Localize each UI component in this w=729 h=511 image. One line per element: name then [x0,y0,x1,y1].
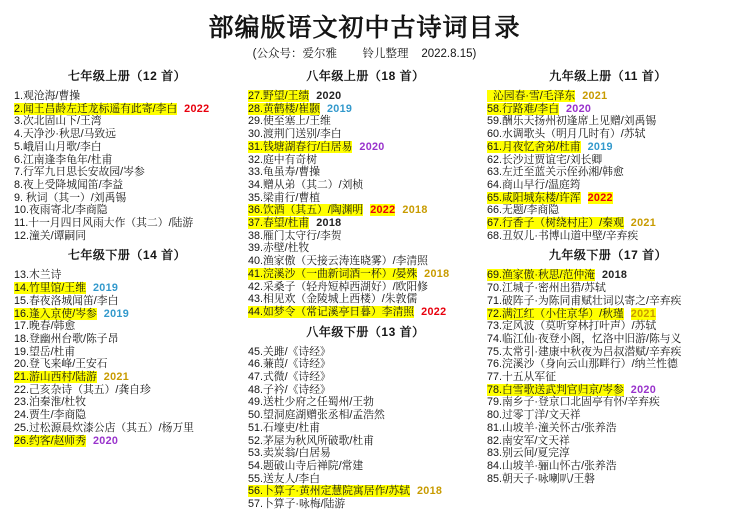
poem-title-text: 26.约客/赵师秀 [14,434,86,447]
exam-year-badge: 2022 [184,102,210,115]
poem-title-text: 14.竹里馆/王维 [14,282,86,295]
poem-title-text: 28.黄鹤楼/崔颢 [248,102,320,115]
list-item [487,409,729,422]
list-item [248,473,483,486]
list-item [248,192,483,205]
toc-column [483,63,729,511]
poem-title-text: 59.酬乐天扬州初逢席上见赠/刘禹锡 [487,115,657,128]
poem-title-text: 82.南安军/文天祥 [487,434,570,447]
list-item [248,409,483,422]
poem-title-text: 66.无题/李商隐 [487,204,559,217]
poem-title-text: 31.钱塘湖春行/白居易 [248,140,353,153]
list-item [14,115,240,128]
exam-year-badge: 2019 [587,140,613,153]
exam-year-badge: 2022 [370,204,396,217]
list-item [14,128,240,141]
exam-year-badge: 2020 [566,102,592,115]
list-item [14,230,240,243]
poem-title-text: 56.卜算子·黄州定慧院寓居作/苏轼 [248,485,410,498]
poem-title-text: 16.逢入京使/岑参 [14,307,97,320]
exam-year-badge: 2018 [601,269,628,282]
poem-title-text: 67.行香子（树绕村庄）/秦观 [487,217,624,230]
list-item [248,204,483,217]
list-item [14,409,240,422]
poem-title-text: 18.登幽州台歌/陈子昂 [14,332,119,345]
poem-title-text: 22.己亥杂诗（其五）/龚自珍 [14,383,151,396]
section-header: 八年级上册（18 首） [306,69,425,83]
poem-title-text: 63.左迁至蓝关示侄孙湘/韩愈 [487,166,624,179]
exam-year-badge: 2019 [103,307,130,320]
poem-title-text: 78.白雪歌送武判官归京/岑参 [487,383,624,396]
list-item [14,422,240,435]
poem-title-text: 5.峨眉山月歌/李白 [14,140,102,153]
list-item [487,422,729,435]
poem-title-text: 48.子衿/《诗经》 [248,383,331,396]
toc-column [0,63,240,511]
poem-title-text: 33.龟虽寿/曹操 [248,166,320,179]
list-item [487,358,729,371]
exam-year-badge: 2022 [421,305,447,318]
list-item [14,179,240,192]
poem-title-text: 38.雁门太守行/李贺 [248,229,342,242]
toc-column [240,63,483,511]
poem-title-text: 71.破阵子·为陈同甫赋壮词以寄之/辛弃疾 [487,294,682,307]
poem-title-text: 68.丑奴儿·书博山道中壁/辛弃疾 [487,229,639,242]
list-item [487,103,729,116]
poem-title-text: 19.望岳/杜甫 [14,345,76,358]
poem-title-text: 6.江南逢李龟年/杜甫 [14,153,113,166]
list-item [14,295,240,308]
poem-title-text: 49.送杜少府之任蜀州/王勃 [248,396,374,409]
poem-title-text: 27.野望/王绩 [248,90,310,102]
list-item [14,282,240,295]
list-item [248,268,483,281]
poem-title-text: 85.朝天子·咏喇叭/王磐 [487,472,595,485]
list-item [14,435,240,448]
poem-title-text: 10.夜雨寄北/李商隐 [14,204,108,217]
poem-title-text: 54.题破山寺后禅院/常建 [248,459,364,472]
list-item [14,320,240,333]
list-item [14,166,240,179]
poem-title-text: 72.满江红（小住京华）/秋瑾 [487,307,624,320]
poem-title-text: 84.山坡羊·骊山怀古/张养浩 [487,459,617,472]
poem-title-text: 2.闻王昌龄左迁龙标遥有此寄/李白 [14,102,178,115]
poem-title-text: 57.卜算子·咏梅/陆游 [248,498,346,511]
list-item [248,115,483,128]
list-item [487,204,729,217]
list-item [248,217,483,230]
poem-title-text: 1.观沧海/曹操 [14,90,80,102]
list-item [487,115,729,128]
list-item [14,217,240,230]
exam-year-badge: 2021 [103,371,130,384]
list-item [487,179,729,192]
list-item [14,384,240,397]
poem-title-text: 40.渔家傲（天接云涛连晓雾）/李清照 [248,255,428,268]
poem-title-text: 11.十一月四日风雨大作（其二）/陆游 [14,217,194,230]
poem-title-text: 51.石壕吏/杜甫 [248,421,320,434]
poem-title-text: 52.茅屋为秋风所破歌/杜甫 [248,434,374,447]
exam-year-badge: 2021 [630,307,657,320]
list-item [487,128,729,141]
poem-title-text: 8.夜上受降城闻笛/李益 [14,178,124,191]
poem-title-text: 42.采桑子（轻舟短棹西湖好）/欧阳修 [248,280,428,293]
poem-title-text: 41.浣溪沙（一曲新词酒一杯）/晏殊 [248,267,418,280]
poem-title-text: 21.游山西村/陆游 [14,371,97,384]
exam-year-badge: 2020 [359,140,385,153]
poem-title-text: 15.春夜洛城闻笛/李白 [14,294,119,307]
exam-year-badge: 2020 [93,434,119,447]
section-header: 七年级上册（12 首） [67,69,187,83]
poem-title-text: 沁园春·雪/毛泽东 [487,90,576,102]
poem-title-text: 79.南乡子·登京口北固亭有怀/辛弃疾 [487,396,660,409]
list-item [248,154,483,167]
poem-title-text: 80.过零丁洋/文天祥 [487,409,581,422]
exam-year-badge: 2022 [587,191,613,204]
list-item [248,371,483,384]
list-item [14,346,240,359]
exam-year-badge: 2018 [416,485,443,498]
poem-title-text: 77.十五从军征 [487,371,556,384]
list-item [487,282,729,295]
list-item [14,192,240,205]
poem-title-text: 17.晚春/韩愈 [14,320,76,333]
list-item [248,460,483,473]
poem-title-text: 36.饮酒（其五）/陶渊明 [248,204,364,217]
list-item [487,371,729,384]
list-item [248,435,483,448]
list-item [14,333,240,346]
poem-title-text: 46.蒹葭/《诗经》 [248,358,331,371]
list-item [248,485,483,498]
page-title: 部编版语文初中古诗词目录 [208,14,521,42]
poem-title-text: 12.潼关/谭嗣同 [14,229,86,242]
list-item [14,141,240,154]
list-item [487,166,729,179]
section-header: 九年级下册（17 首） [548,248,668,263]
list-item [248,141,483,154]
list-item [487,295,729,308]
list-item [248,103,483,116]
list-item [248,281,483,294]
poem-title-text: 64.商山早行/温庭筠 [487,178,581,191]
section-header: 七年级下册（14 首） [67,248,187,263]
list-item [14,90,240,103]
poem-title-text: 43.相见欢（金陵城上西楼）/朱敦儒 [248,293,418,306]
poem-title-text: 50.望洞庭湖赠张丞相/孟浩然 [248,409,385,422]
list-item [248,179,483,192]
poem-title-text: 83.别云间/夏完淳 [487,447,570,460]
section-header: 九年级上册（11 首） [549,69,667,83]
page-subtitle: (公众号：爱尔雅 铃儿整理 2022.8.15) [252,48,477,60]
poem-title-text: 58.行路难/李白 [487,102,559,115]
poem-title-text: 60.水调歌头（明月几时有）/苏轼 [487,128,646,141]
poem-title-text: 39.赤壁/杜牧 [248,242,310,255]
poem-title-text: 53.卖炭翁/白居易 [248,447,331,460]
poem-title-text: 7.行军九日思长安故园/岑参 [14,166,145,179]
exam-year-badge: 2018 [402,204,428,217]
poem-title-text: 45.关雎/《诗经》 [248,345,331,358]
list-item [248,255,483,268]
list-item [248,447,483,460]
poem-title-text: 29.使至塞上/王维 [248,115,331,128]
exam-year-badge: 2018 [316,217,342,230]
list-item [248,346,483,359]
poem-title-text: 75.太常引·建康中秋夜为吕叔潜赋/辛弃疾 [487,345,682,358]
poem-title-text: 20.登飞来峰/王安石 [14,358,108,371]
list-item [14,358,240,371]
list-item [14,308,240,321]
poem-title-text: 55.送友人/李白 [248,472,320,485]
list-item [248,242,483,255]
list-item [487,230,729,243]
list-item [487,346,729,359]
list-item [487,141,729,154]
poem-title-text: 9. 秋词（其一）/刘禹锡 [14,191,127,204]
list-item [487,217,729,230]
list-item [487,435,729,448]
list-item [487,90,729,103]
poem-title-text: 62.长沙过贾谊宅/刘长卿 [487,153,603,166]
poem-title-text: 61.月夜忆舍弟/杜甫 [487,140,581,153]
poem-title-text: 65.咸阳城东楼/许浑 [487,191,581,204]
list-item [248,293,483,306]
list-item [248,306,483,319]
list-item [14,371,240,384]
list-item [14,269,240,282]
list-item [14,154,240,167]
exam-year-badge: 2018 [424,267,450,280]
list-item [248,90,483,103]
poem-title-text: 32.庭中有奇树 [248,153,317,166]
list-item [487,447,729,460]
list-item [487,460,729,473]
poem-title-text: 69.渔家傲·秋思/范仲淹 [487,269,595,282]
list-item [487,396,729,409]
exam-year-badge: 2020 [316,90,342,102]
list-item [487,473,729,486]
poem-title-text: 73.定风波（莫听穿林打叶声）/苏轼 [487,320,657,333]
poem-title-text: 44.如梦令（常记溪亭日暮）李清照 [248,305,415,318]
exam-year-badge: 2021 [630,217,657,230]
list-item [14,396,240,409]
section-header: 八年级下册（13 首） [306,324,425,339]
list-item [248,396,483,409]
exam-year-badge: 2019 [327,102,353,115]
list-item [487,192,729,205]
list-item [248,358,483,371]
list-item [248,422,483,435]
poem-title-text: 34.赠从弟（其二）/刘桢 [248,178,364,191]
list-item [248,384,483,397]
poem-title-text: 25.过松源晨炊漆公店（其五）/杨万里 [14,421,194,434]
poem-title-text: 35.梁甫行/曹植 [248,191,320,204]
list-item [248,128,483,141]
poem-title-text: 4.天净沙·秋思/马致远 [14,128,116,141]
exam-year-badge: 2019 [93,282,119,295]
poem-title-text: 74.临江仙·夜登小阁，忆洛中旧游/陈与义 [487,332,682,345]
list-item [487,333,729,346]
poem-title-text: 23.泊秦淮/杜牧 [14,396,86,409]
exam-year-badge: 2020 [630,383,657,396]
poem-title-text: 37.春望/杜甫 [248,217,310,230]
poem-title-text: 13.木兰诗 [14,269,62,282]
poem-title-text: 30.渡荆门送别/李白 [248,128,342,141]
poem-title-text: 70.江城子·密州出猎/苏轼 [487,282,606,295]
poem-title-text: 3.次北固山下/王湾 [14,115,102,128]
list-item [487,320,729,333]
list-item [487,308,729,321]
list-item [248,230,483,243]
poem-title-text: 81.山坡羊·潼关怀古/张养浩 [487,421,617,434]
list-item [14,103,240,116]
poem-title-text: 24.贾生/李商隐 [14,409,86,422]
list-item [487,269,729,282]
poem-title-text: 47.式微/《诗经》 [248,371,331,384]
poem-title-text: 76.浣溪沙（身向云山那畔行）/纳兰性德 [487,358,678,371]
list-item [487,154,729,167]
columns-container [0,63,729,511]
list-item [248,166,483,179]
list-item [14,204,240,217]
exam-year-badge: 2021 [582,90,608,102]
list-item [487,384,729,397]
